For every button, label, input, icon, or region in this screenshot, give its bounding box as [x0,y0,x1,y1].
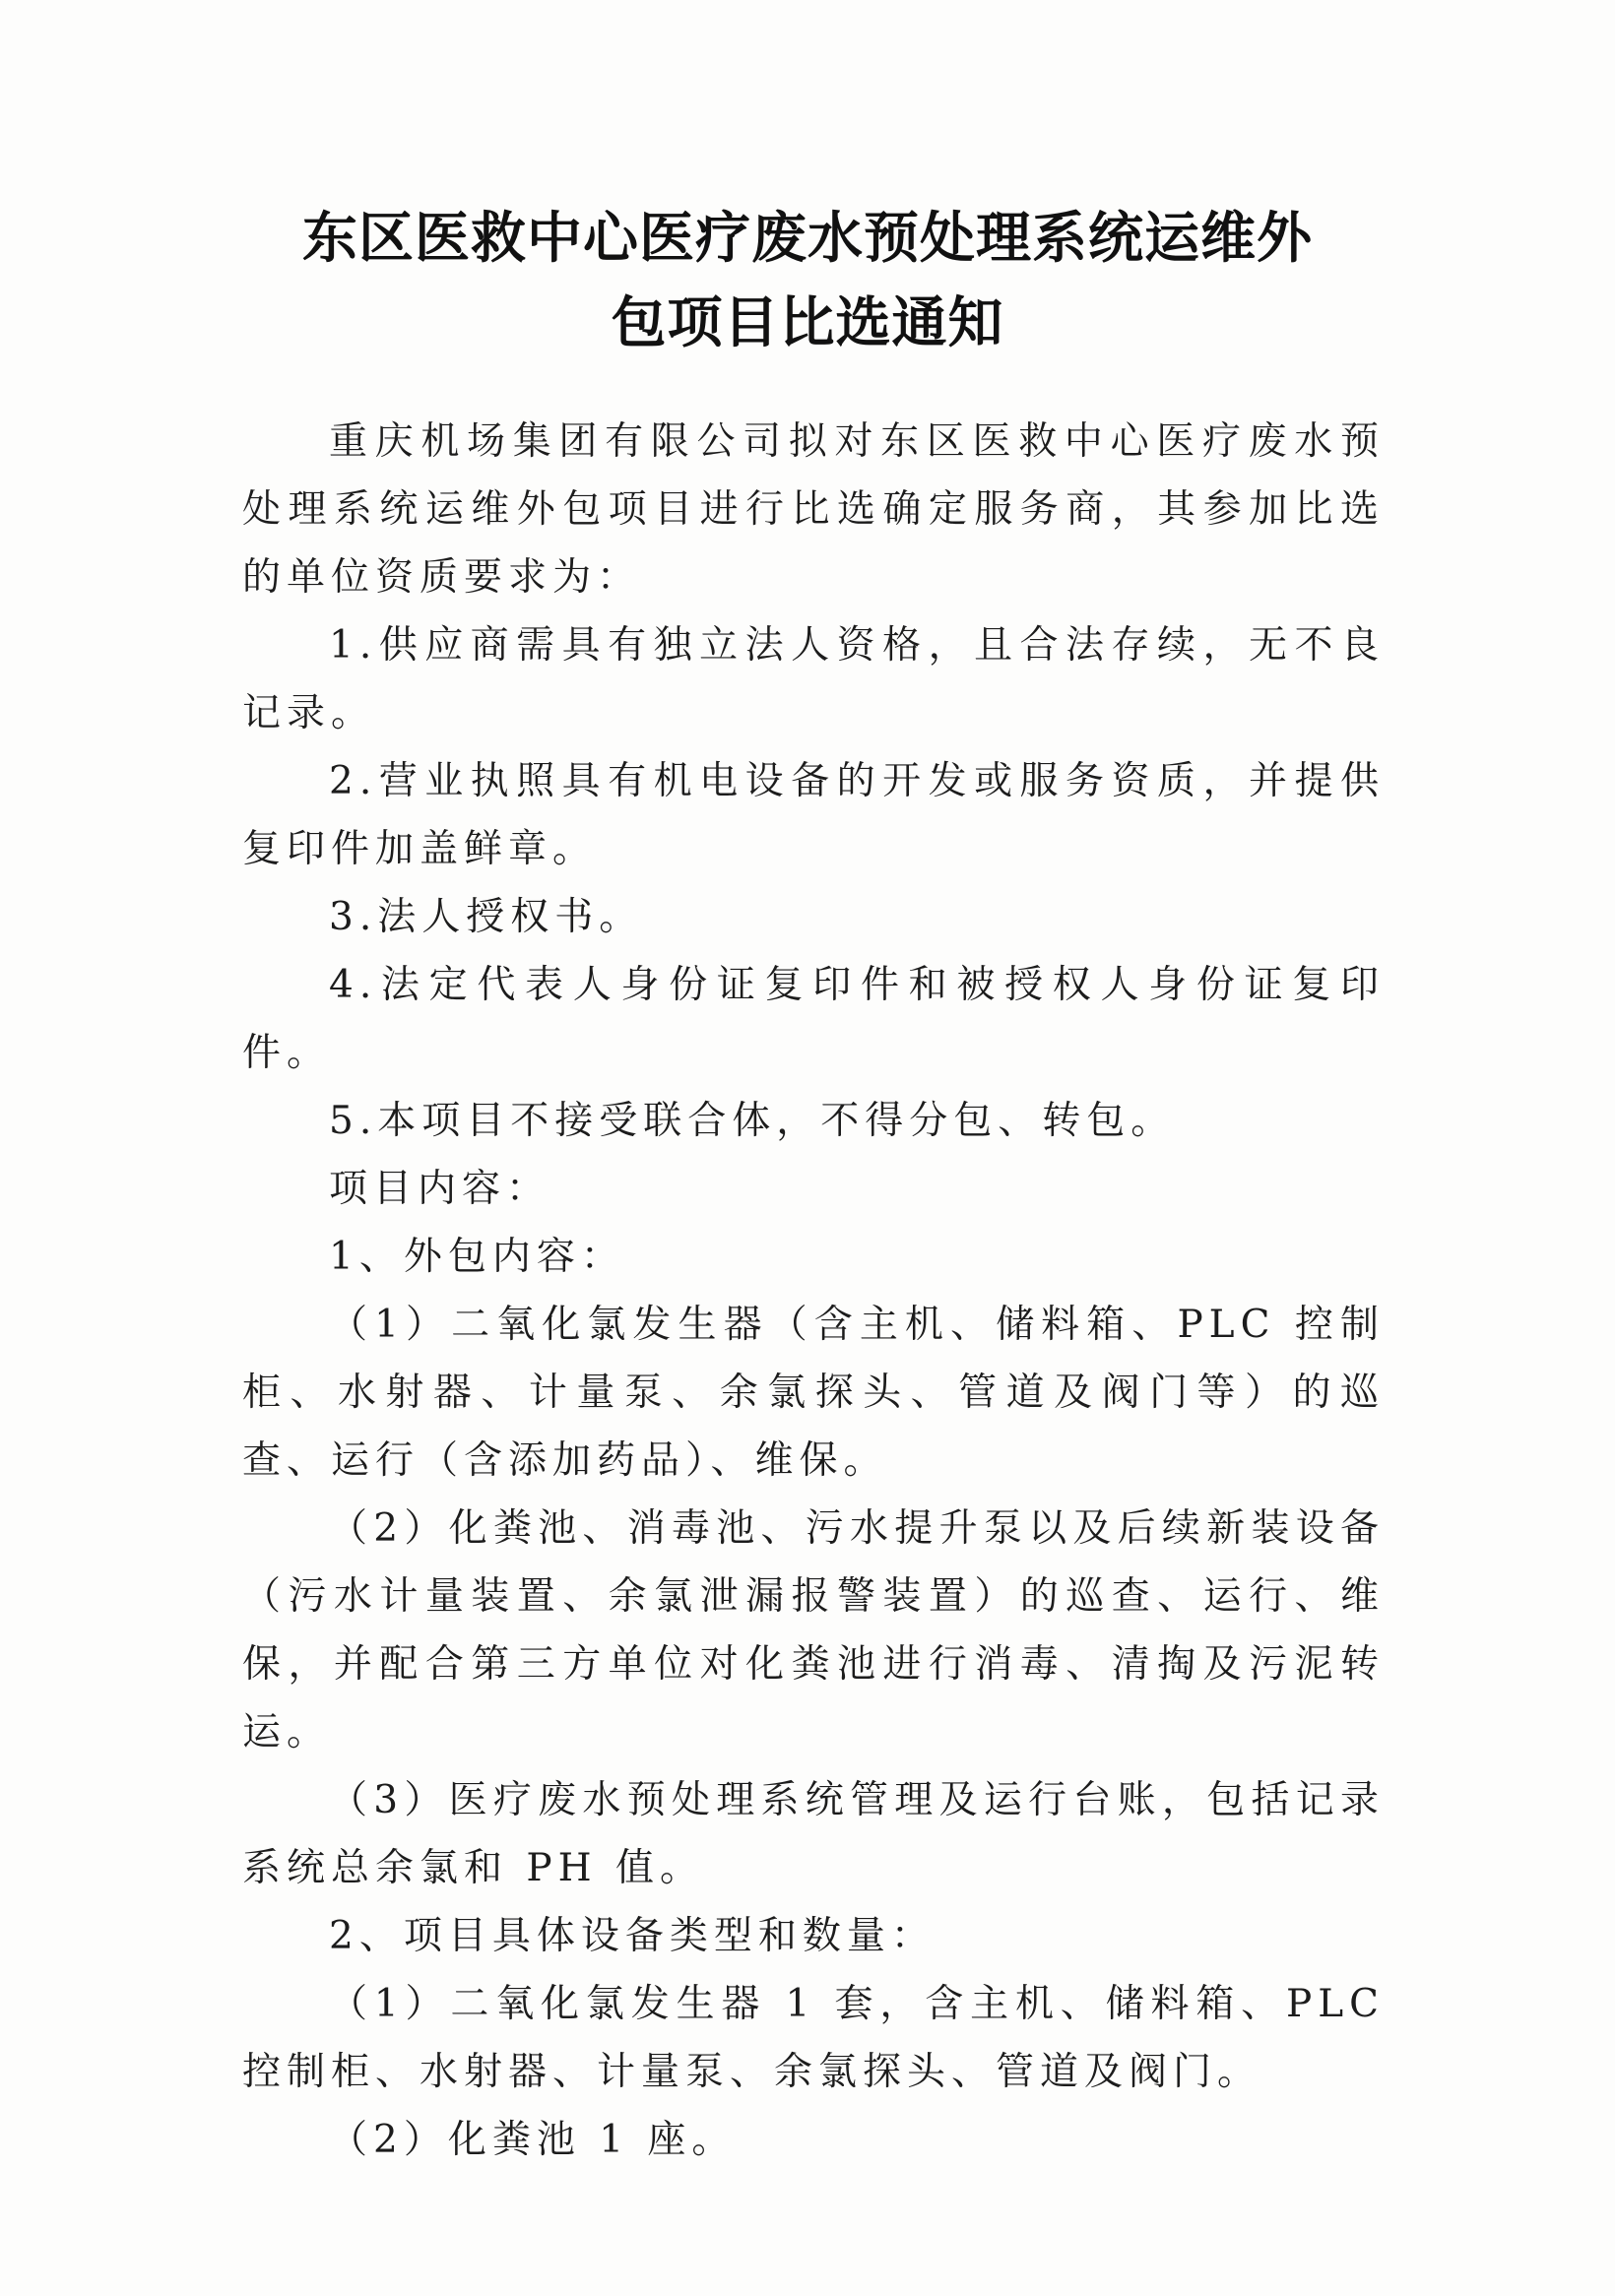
title-line-1: 东区医救中心医疗废水预处理系统运维外 [302,207,1313,271]
subsection-heading-outsourcing: 1、外包内容： [329,1235,625,1279]
outsourcing-item-3: （3）医疗废水预处理系统管理及运行台账，包括记录系统总余氯和 PH 值。 [242,1778,1385,1890]
requirement-1: 1.供应商需具有独立法人资格，且合法存续，无不良记录。 [242,623,1385,735]
requirement-2: 2.营业执照具有机电设备的开发或服务资质，并提供复印件加盖鲜章。 [242,759,1385,871]
requirement-4: 4.法定代表人身份证复印件和被授权人身份证复印件。 [242,963,1385,1075]
section-heading-project-content: 项目内容： [329,1167,551,1211]
equipment-item-2: （2）化粪池 1 座。 [329,2118,737,2162]
document-body [242,408,1385,2174]
requirement-5: 5.本项目不接受联合体，不得分包、转包。 [329,1099,1176,1143]
document-title [226,197,1389,366]
outsourcing-item-1: （1）二氧化氯发生器（含主机、储料箱、PLC 控制柜、水射器、计量泵、余氯探头、管道及阀门等）的巡查、运行（含添加药品）、维保。 [242,1303,1385,1483]
title-line-2: 包项目比选通知 [611,291,1004,355]
outsourcing-item-2: （2）化粪池、消毒池、污水提升泵以及后续新装设备（污水计量装置、余氯泄漏报警装置）的巡查、运行、维保，并配合第三方单位对化粪池进行消毒、清掏及污泥转运。 [242,1506,1385,1754]
intro-paragraph: 重庆机场集团有限公司拟对东区医救中心医疗废水预处理系统运维外包项目进行比选确定服务商，其参加比选的单位资质要求为： [242,419,1385,600]
subsection-heading-equipment: 2、项目具体设备类型和数量： [329,1914,936,1958]
equipment-item-1: （1）二氧化氯发生器 1 套，含主机、储料箱、PLC 控制柜、水射器、计量泵、余氯探头、管道及阀门。 [242,1982,1385,2094]
requirement-3: 3.法人授权书。 [329,895,644,939]
